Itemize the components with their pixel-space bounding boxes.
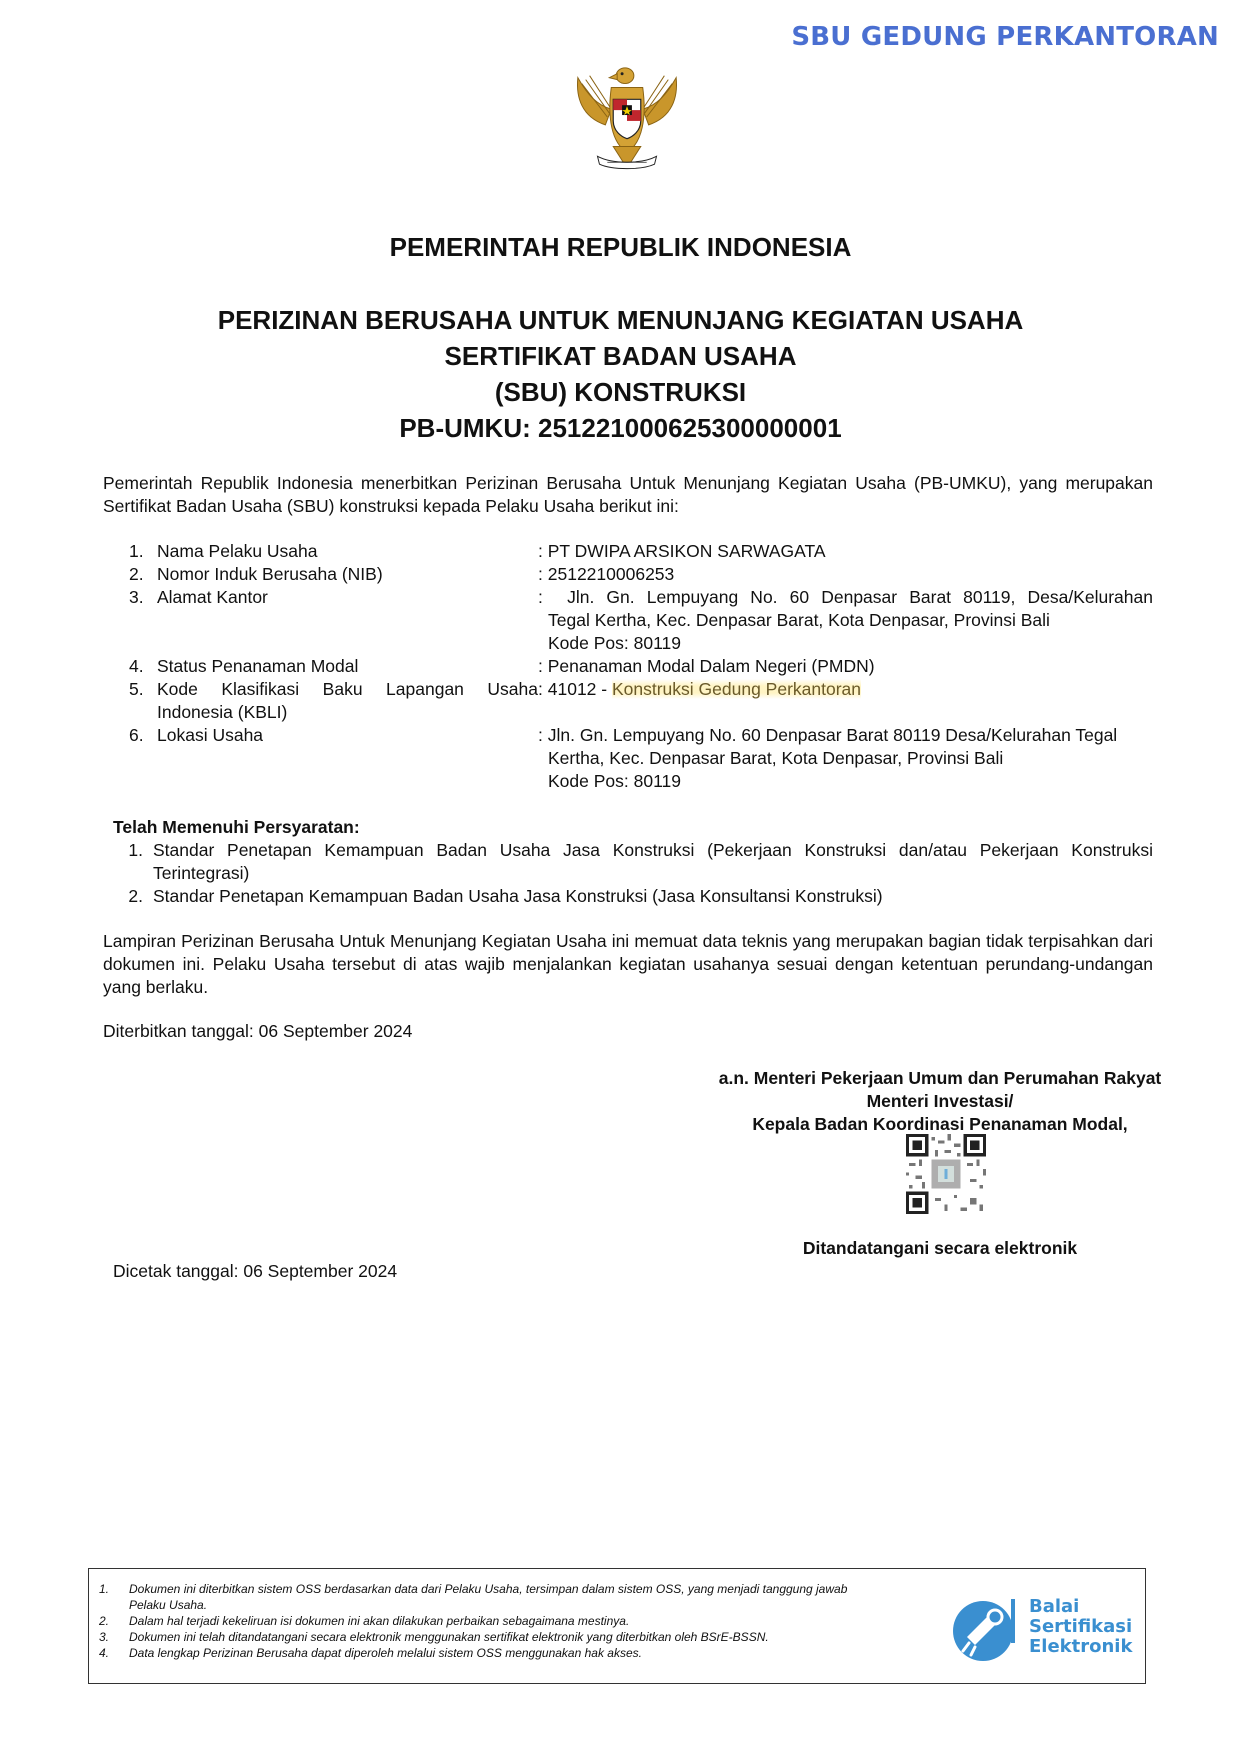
business-details-list	[103, 540, 1153, 793]
list-item: 2. Nomor Induk Berusaha (NIB) : 2512210006253	[129, 564, 675, 584]
item-value: : PT DWIPA ARSIKON SARWAGATA	[538, 541, 826, 561]
bsre-emblem-icon	[949, 1593, 1021, 1665]
list-item: 1. Standar Penetapan Kemampuan Badan Usaha Jasa Konstruksi (Pekerjaan Konstruksi dan/atau Pekerjaan Konstruksi Terintegrasi)	[128, 840, 1153, 883]
business-location: : Jln. Gn. Lempuyang No. 60 Denpasar Barat 80119 Desa/Kelurahan Tegal Kertha, Kec. Denpasar Barat, Kota Denpasar, Provinsi Bali Kode Pos: 80119	[538, 725, 1118, 791]
requirements-section	[103, 816, 1153, 908]
footer-notes-box	[88, 1568, 1146, 1684]
list-item: 4. Data lengkap Perizinan Berusaha dapat diperoleh melalui sistem OSS menggunakan hak akses.	[99, 1646, 642, 1660]
attachment-paragraph: Lampiran Perizinan Berusaha Untuk Menunjang Kegiatan Usaha ini memuat data teknis yang merupakan bagian tidak terpisahkan dari dokumen ini. Pelaku Usaha tersebut di atas wajib menjalankan kegiatan usahanya sesuai dengan ketentuan perundang-undangan yang berlaku.	[103, 931, 1153, 997]
permit-number: PB-UMKU: 251221000625300000001	[399, 413, 842, 443]
government-title: PEMERINTAH REPUBLIK INDONESIA	[389, 232, 852, 262]
footer-notes	[99, 1581, 939, 1661]
bsre-logo: Balai Sertifikasi Elektronik	[949, 1589, 1139, 1669]
office-address: : Jln. Gn. Lempuyang No. 60 Denpasar Barat 80119, Desa/Kelurahan Tegal Kertha, Kec. Denpasar Barat, Kota Denpasar, Provinsi Bali Kode Pos: 80119	[538, 587, 1153, 653]
printed-date: Dicetak tanggal: 06 September 2024	[113, 1261, 398, 1281]
list-item: 3. Alamat Kantor : Jln. Gn. Lempuyang No. 60 Denpasar Barat 80119, Desa/Kelurahan Tegal Kertha, Kec. Denpasar Barat, Kota Denpasar, Provinsi Bali Kode Pos: 80119	[129, 587, 1153, 653]
document-tag: SBU GEDUNG PERKANTORAN	[791, 22, 1219, 52]
kbli-description: Konstruksi Gedung Perkantoran	[611, 679, 862, 699]
list-item: 5. Kode Klasifikasi Baku Lapangan Usaha Indonesia (KBLI) : 41012 - Konstruksi Gedung Perkantoran	[103, 678, 1153, 724]
list-item: 1. Nama Pelaku Usaha : PT DWIPA ARSIKON SARWAGATA	[103, 540, 1153, 563]
qr-code-icon	[906, 1134, 986, 1214]
item-label: Nama Pelaku Usaha	[157, 541, 318, 561]
document-title: PERIZINAN BERUSAHA UNTUK MENUNJANG KEGIATAN USAHA SERTIFIKAT BADAN USAHA (SBU) KONSTRUKSI PB-UMKU: 251221000625300000001	[0, 302, 1241, 446]
nib-number: 2512210006253	[547, 564, 675, 584]
signatory-block: a.n. Menteri Pekerjaan Umum dan Perumahan Rakyat Menteri Investasi/ Kepala Badan Koordinasi Penanaman Modal,	[718, 1068, 1162, 1134]
kbli-value: : 41012 - Konstruksi Gedung Perkantoran	[538, 679, 862, 699]
business-name: PT DWIPA ARSIKON SARWAGATA	[547, 541, 826, 561]
list-item: 4. Status Penanaman Modal : Penanaman Modal Dalam Negeri (PMDN)	[129, 656, 875, 676]
electronic-signature-note: Ditandatangani secara elektronik	[802, 1238, 1078, 1258]
garuda-emblem-icon	[568, 58, 686, 176]
list-item: 1. Dokumen ini diterbitkan sistem OSS berdasarkan data dari Pelaku Usaha, tersimpan dalam sistem OSS, yang menjadi tanggung jawab Pelaku Usaha.	[99, 1582, 848, 1612]
list-item: 3. Dokumen ini telah ditandatangani secara elektronik menggunakan sertifikat elektronik yang diterbitkan oleh BSrE-BSSN.	[99, 1630, 769, 1644]
requirements-heading: Telah Memenuhi Persyaratan:	[113, 817, 360, 837]
intro-paragraph: Pemerintah Republik Indonesia menerbitkan Perizinan Berusaha Untuk Menunjang Kegiatan Usaha (PB-UMKU), yang merupakan Sertifikat Badan Usaha (SBU) konstruksi kepada Pelaku Usaha berikut ini:	[103, 473, 1153, 516]
list-item: 2. Standar Penetapan Kemampuan Badan Usaha Jasa Konstruksi (Jasa Konsultansi Konstruksi)	[128, 886, 883, 906]
list-item: 2. Dalam hal terjadi kekeliruan isi dokumen ini akan dilakukan perbaikan sebagaimana mestinya.	[99, 1614, 630, 1628]
issued-date: Diterbitkan tanggal: 06 September 2024	[103, 1021, 413, 1041]
list-item: 6. Lokasi Usaha : Jln. Gn. Lempuyang No. 60 Denpasar Barat 80119 Desa/Kelurahan Tegal Kertha, Kec. Denpasar Barat, Kota Denpasar, Provinsi Bali Kode Pos: 80119	[103, 724, 1153, 793]
